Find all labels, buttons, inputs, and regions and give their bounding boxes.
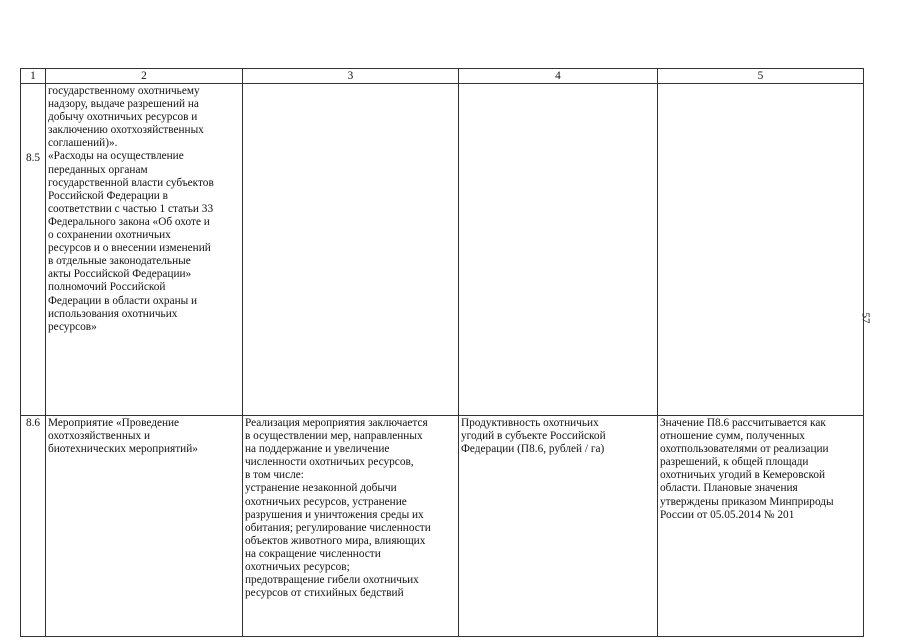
- program-table: [20, 68, 864, 637]
- cell-line: соглашений)».: [48, 137, 118, 150]
- indicator-cell: [459, 84, 658, 416]
- cell-line: Российской Федерации в: [48, 189, 169, 202]
- cell-line: «Расходы на осуществление: [48, 150, 184, 163]
- header-cell-1: 1: [21, 69, 46, 84]
- indicator-cell: [459, 416, 658, 637]
- cell-line: соответствии с частью 1 статьи 33: [48, 202, 214, 215]
- cell-line: охотпользователями от реализации: [660, 443, 829, 456]
- cell-line: государственной власти субъектов: [48, 176, 214, 189]
- cell-line: обитания; регулирование численности: [245, 521, 431, 534]
- cell-line: ресурсов и о внесении изменений: [48, 242, 211, 255]
- header-cell-5: 5: [658, 69, 864, 84]
- cell-line: утверждены приказом Минприроды: [660, 495, 834, 508]
- cell-line: полномочий Российской: [48, 281, 166, 294]
- cell-line: Значение П8.6 рассчитывается как: [660, 417, 826, 429]
- page-number: 57: [859, 312, 872, 324]
- description-cell: [243, 84, 459, 416]
- cell-line: Реализация мероприятия заключается: [245, 417, 428, 429]
- header-cell-2: 2: [46, 69, 243, 84]
- cell-line: охотничьих ресурсов;: [245, 561, 350, 574]
- cell-line: в том числе:: [245, 469, 304, 482]
- row-number: 8.6: [21, 416, 46, 637]
- cell-line: угодий в субъекте Российской: [461, 430, 606, 443]
- cell-line: государственному охотничьему: [48, 85, 200, 97]
- cell-line: на поддержание и увеличение: [245, 443, 390, 456]
- cell-line: разрушения и уничтожения среды их: [245, 508, 424, 521]
- cell-line: использования охотничьих: [48, 307, 178, 320]
- cell-line: Федерации в области охраны и: [48, 294, 198, 307]
- cell-line: охотхозяйственных и: [48, 430, 151, 443]
- header-row: [21, 69, 864, 84]
- activity-cell: [46, 84, 243, 416]
- cell-line: биотехнических мероприятий»: [48, 443, 198, 456]
- cell-line: численности охотничьих ресурсов,: [245, 456, 414, 469]
- cell-line: Продуктивность охотничьих: [461, 417, 599, 429]
- cell-line: охотничьих ресурсов, устранение: [245, 495, 407, 508]
- cell-line: предотвращение гибели охотничьих: [245, 574, 419, 587]
- cell-line: ресурсов от стихийных бедствий: [245, 587, 404, 600]
- cell-line: отношение сумм, полученных: [660, 430, 805, 443]
- cell-line: в отдельные законодательные: [48, 255, 191, 268]
- activity-cell: [46, 416, 243, 637]
- cell-line: объектов животного мира, влияющих: [245, 534, 426, 547]
- cell-line: Федерального закона «Об охоте и: [48, 215, 210, 228]
- row-number: 8.5: [21, 84, 46, 416]
- calculation-cell: [658, 416, 864, 637]
- cell-line: надзору, выдаче разрешений на: [48, 98, 199, 111]
- cell-line: заключению охотхозяйственных: [48, 124, 204, 137]
- header-cell-3: 3: [243, 69, 459, 84]
- cell-line: России от 05.05.2014 № 201: [660, 508, 795, 521]
- cell-line: Мероприятие «Проведение: [48, 417, 180, 429]
- table-row-8-5: [21, 84, 864, 416]
- cell-line: устранение незаконной добычи: [245, 482, 397, 495]
- cell-line: области. Плановые значения: [660, 482, 798, 495]
- cell-line: о сохранении охотничьих: [48, 229, 171, 242]
- description-cell: [243, 416, 459, 637]
- calculation-cell: [658, 84, 864, 416]
- cell-line: разрешений, к общей площади: [660, 456, 809, 469]
- cell-line: добычу охотничьих ресурсов и: [48, 111, 198, 124]
- header-cell-4: 4: [459, 69, 658, 84]
- cell-line: охотничьих угодий в Кемеровской: [660, 469, 826, 482]
- cell-line: на сокращение численности: [245, 547, 381, 560]
- cell-line: ресурсов»: [48, 320, 97, 333]
- cell-line: в осуществлении мер, направленных: [245, 430, 423, 443]
- table-row-8-6: [21, 416, 864, 637]
- cell-line: переданных органам: [48, 163, 148, 176]
- cell-line: Федерации (П8.6, рублей / га): [461, 443, 605, 456]
- cell-line: акты Российской Федерации»: [48, 268, 192, 281]
